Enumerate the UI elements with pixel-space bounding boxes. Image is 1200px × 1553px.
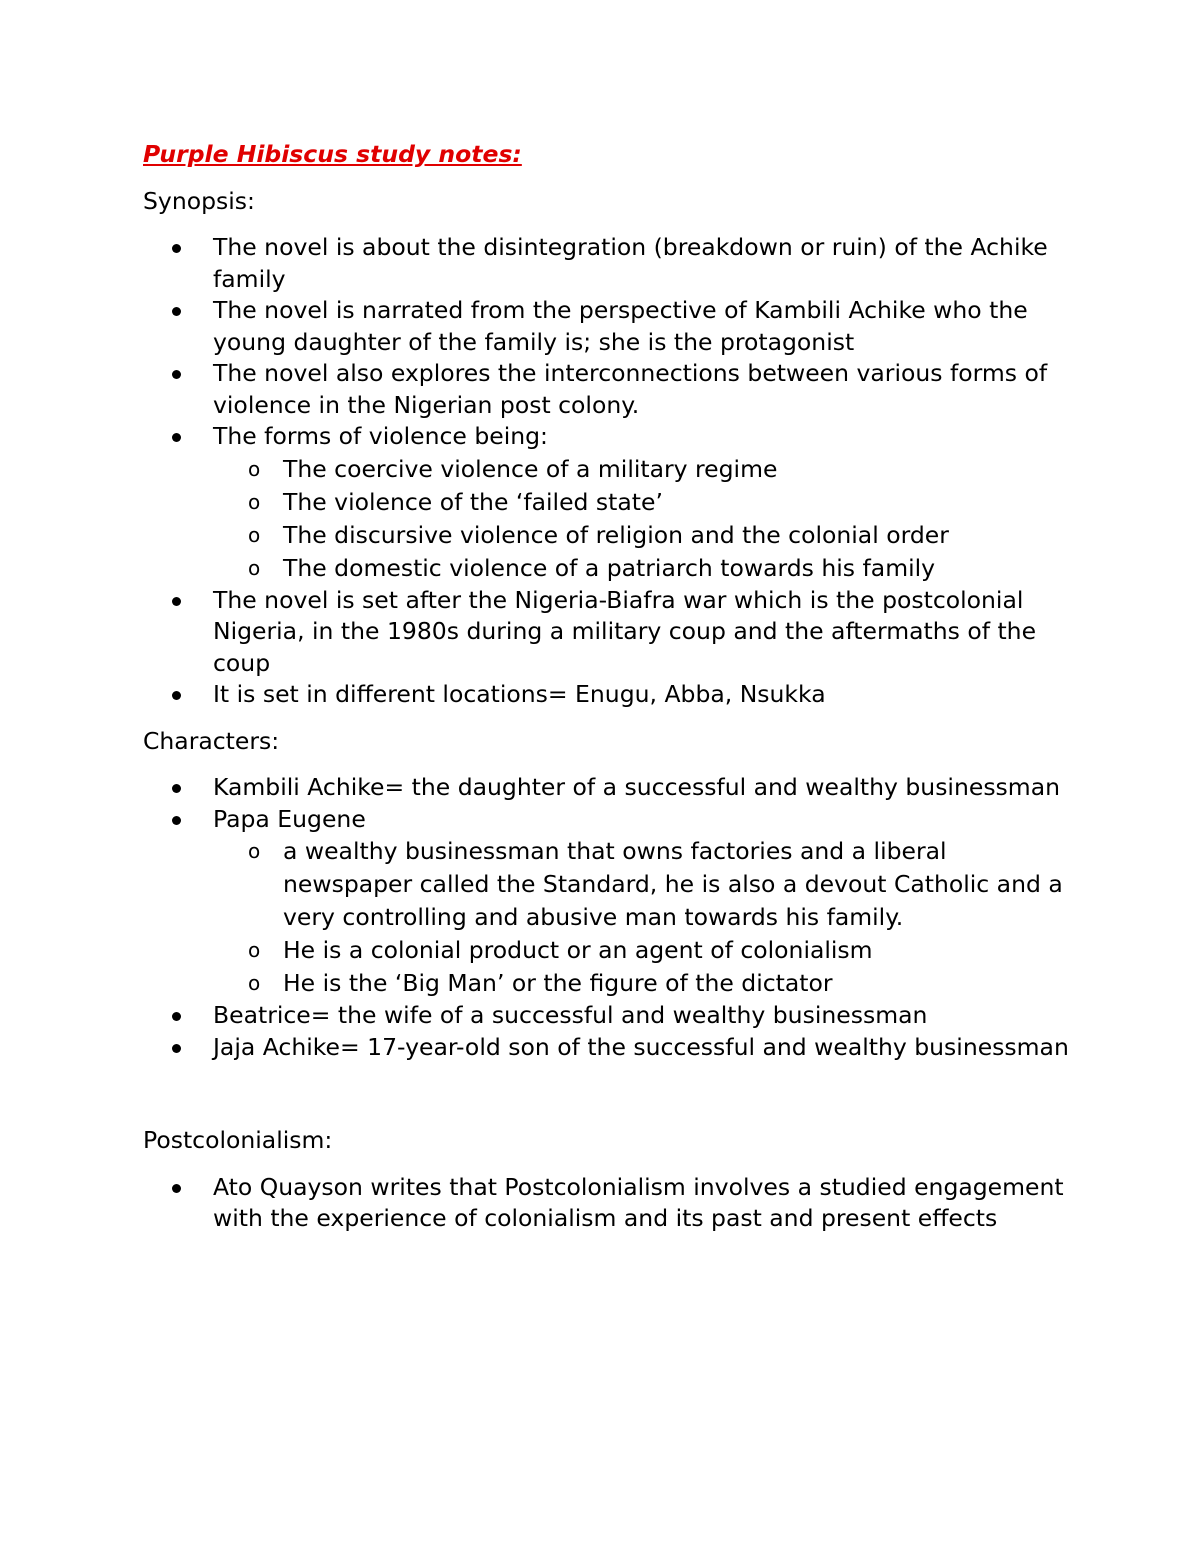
hollow-bullet-icon: o — [248, 555, 261, 580]
list-item-text: The novel is set after the Nigeria-Biafra war which is the postcolonial Nigeria, in the 1980s during a military coup and the aftermaths of the coup — [213, 585, 1037, 677]
sub-list-item-text: a wealthy businessman that owns factories and a liberal newspaper called the Standard, he is also a devout Catholic and a very controlling and abusive man towards his family. — [283, 837, 1063, 931]
list-item — [143, 358, 1073, 421]
bullet-icon — [172, 816, 181, 825]
hollow-bullet-icon: o — [248, 522, 261, 547]
hollow-bullet-icon: o — [248, 489, 261, 514]
bullet-icon — [172, 1012, 181, 1021]
hollow-bullet-icon: o — [248, 456, 261, 481]
sub-list-item — [213, 967, 1073, 1000]
list-item-text: Kambili Achike= the daughter of a successful and wealthy businessman — [213, 773, 1060, 801]
list-item — [143, 585, 1073, 680]
sub-list-item-text: The discursive violence of religion and the colonial order — [283, 520, 949, 549]
list-item — [143, 1000, 1073, 1032]
sub-list-item-text: He is a colonial product or an agent of colonialism — [283, 936, 873, 964]
list-item-text: Jaja Achike= 17-year-old son of the successful and wealthy businessman — [213, 1032, 1069, 1061]
list-item — [143, 1172, 1073, 1235]
bullet-icon — [172, 244, 181, 253]
sub-list-item — [213, 835, 1073, 934]
eugene-details-list — [213, 835, 1073, 1000]
sub-list-item — [213, 519, 1073, 552]
postcolonialism-heading: Postcolonialism: — [143, 1126, 333, 1154]
hollow-bullet-icon: o — [248, 839, 261, 863]
list-item — [143, 772, 1073, 804]
sub-list-item-text: The domestic violence of a patriarch towards his family — [283, 553, 936, 582]
sub-list-item — [213, 486, 1073, 519]
document-title: Purple Hibiscus study notes: — [143, 140, 522, 168]
characters-list — [143, 772, 1073, 1063]
hollow-bullet-icon: o — [248, 971, 261, 995]
violence-forms-list — [213, 453, 1073, 585]
list-item-text: Ato Quayson writes that Postcolonialism involves a studied engagement with the experience of colonialism and its past and present effects — [213, 1172, 1064, 1232]
list-item — [143, 804, 1073, 1001]
list-item-text: Papa Eugene — [213, 804, 366, 833]
list-item-text: The novel is narrated from the perspective of Kambili Achike who the young daughter of the family is; she is the protagonist — [213, 296, 1028, 356]
bullet-icon — [172, 1184, 181, 1193]
bullet-icon — [172, 370, 181, 379]
bullet-icon — [172, 307, 181, 316]
document-page — [143, 139, 1073, 1250]
list-item-text: The forms of violence being: — [213, 422, 548, 450]
bullet-icon — [172, 784, 181, 793]
postcolonialism-list — [143, 1172, 1073, 1235]
bullet-icon — [172, 691, 181, 700]
synopsis-heading: Synopsis: — [143, 186, 255, 215]
list-item — [143, 1032, 1073, 1064]
list-item — [143, 421, 1073, 585]
sub-list-item-text: The coercive violence of a military regime — [283, 454, 778, 483]
sub-list-item — [213, 453, 1073, 486]
bullet-icon — [172, 597, 181, 606]
list-item-text: It is set in different locations= Enugu, Abba, Nsukka — [213, 680, 826, 708]
sub-list-item — [213, 934, 1073, 967]
list-item-text: The novel is about the disintegration (breakdown or ruin) of the Achike family — [213, 233, 1048, 293]
sub-list-item-text: The violence of the ‘failed state’ — [283, 487, 663, 516]
bullet-icon — [172, 433, 181, 442]
characters-heading: Characters: — [143, 726, 280, 755]
list-item-text: The novel also explores the interconnections between various forms of violence in the Nigerian post colony. — [213, 359, 1048, 419]
spacer — [143, 1078, 1073, 1125]
sub-list-item-text: He is the ‘Big Man’ or the figure of the dictator — [283, 969, 833, 997]
list-item-text: Beatrice= the wife of a successful and wealthy businessman — [213, 1001, 928, 1029]
synopsis-list — [143, 232, 1073, 711]
list-item — [143, 232, 1073, 295]
list-item — [143, 295, 1073, 358]
bullet-icon — [172, 1044, 181, 1053]
hollow-bullet-icon: o — [248, 938, 261, 962]
sub-list-item — [213, 552, 1073, 585]
list-item — [143, 679, 1073, 711]
